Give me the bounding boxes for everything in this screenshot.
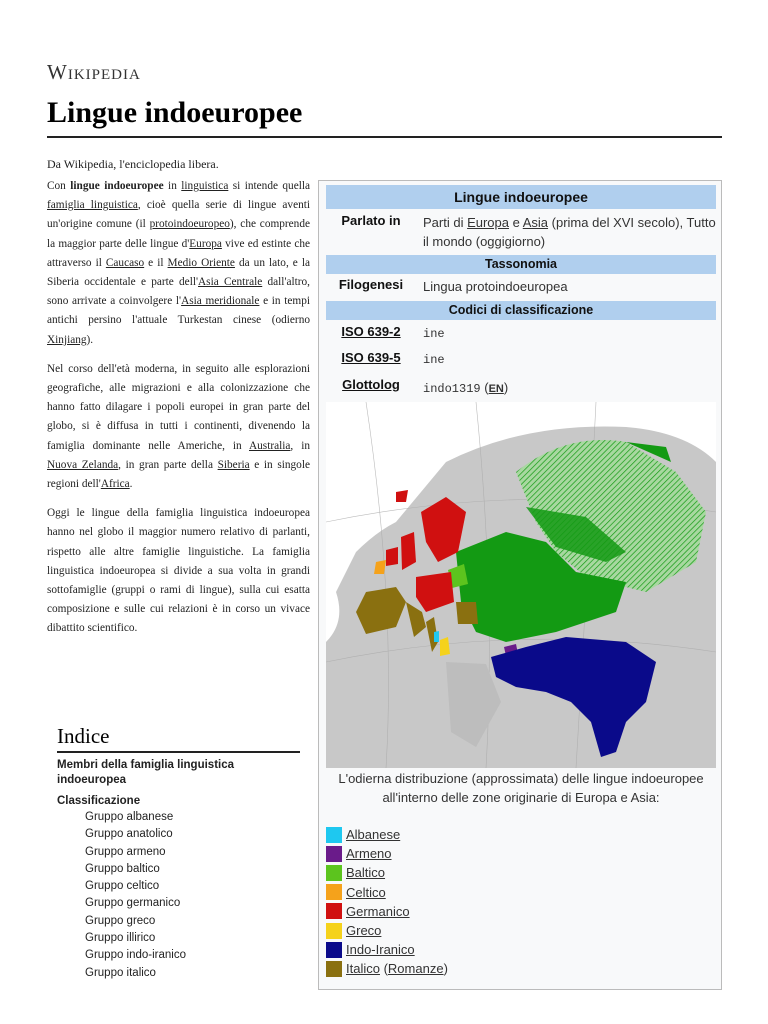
parlato-label: Parlato in [341,213,401,228]
toc-subitem[interactable]: Gruppo anatolico [85,828,173,841]
codici-header: Codici di classificazione [326,301,716,320]
text-run: Nel corso dell'età moderna, in seguito alle esplorazioni geografiche, alle migrazioni e alla colonizzazione che hanno fatto dilagare i popoli europei in gran parte del globo, si è diffusa in tutti i continenti, divenendo la famiglia dominante nelle Americhe, in [47,362,310,452]
article-link[interactable]: Asia meridionale [181,295,260,308]
iso5-label[interactable]: ISO 639-5 [341,350,401,365]
legend-swatch [326,903,342,919]
infobox-row-iso2 [326,324,716,344]
legend-item [326,825,448,844]
legend-swatch [326,846,342,862]
toc-item-classificazione[interactable]: Classificazione [57,795,141,807]
map-caption: L'odierna distribuzione (approssimata) delle lingue indoeuropee all'interno delle zone originarie di Europa e Asia: [338,771,704,805]
iso2-label[interactable]: ISO 639-2 [341,324,401,339]
legend-item [326,902,448,921]
toc-subitem[interactable]: Gruppo greco [85,914,156,927]
paragraph-3 [47,504,310,638]
wikipedia-logo[interactable]: Wikipedia [47,60,141,84]
article-link[interactable]: Europa [467,215,509,230]
bold-term: lingue indoeuropee [70,180,164,192]
legend-item [326,844,448,863]
text-run: in [163,180,182,192]
page-title: Lingue indoeuropee [47,96,303,129]
infobox-row-iso5 [326,350,716,370]
filogenesi-label: Filogenesi [338,277,404,292]
text-run: e il [144,256,168,269]
title-divider [47,136,722,138]
iso5-value: ine [423,353,445,367]
toc-title: Indice [57,724,110,748]
toc-subitem[interactable]: Gruppo italico [85,966,156,979]
text-run: (prima del XVI secolo), Tutto il mondo (oggigiorno) [423,215,716,249]
page-subtitle: Da Wikipedia, l'enciclopedia libera. [47,157,219,171]
legend-label[interactable]: Celtico [346,884,386,900]
legend-item [326,863,448,882]
text-run: Parti di [423,215,468,230]
text-run: ). [86,333,94,346]
legend-swatch [326,827,342,843]
legend-item [326,883,448,902]
text-run: , in [290,439,310,452]
glottolog-label[interactable]: Glottolog [342,377,400,392]
legend-item [326,921,448,940]
distribution-map[interactable] [326,402,716,768]
legend-item [326,940,448,959]
glottolog-code[interactable]: indo1319 [423,382,481,396]
article-link[interactable]: Africa [100,478,130,491]
article-link[interactable]: Medio Oriente [167,256,235,269]
article-link[interactable]: Australia [249,439,291,452]
legend-label[interactable]: Indo-Iranico [346,942,415,958]
map-legend [326,825,448,979]
toc-subitem[interactable]: Gruppo celtico [85,880,160,893]
infobox-row-glottolog [326,377,716,397]
text-run: vive ed estinte che attraverso il [47,237,311,269]
infobox-row-parlato [326,213,716,253]
text-run: e in singole regioni dell' [47,458,310,491]
toc-subitem[interactable]: Gruppo albanese [85,811,174,823]
text-run: . [129,478,133,491]
article-body [47,177,310,649]
infobox [318,180,722,990]
glottolog-value: indo1319 (EN) [423,380,509,396]
filogenesi-value[interactable]: Lingua protoindoeuropea [423,279,568,294]
legend-swatch [326,923,342,939]
text-run: e [509,215,523,230]
text-run: e in tempi antichi persino l'attuale Turkestan cinese (odierno [47,295,310,327]
article-link[interactable]: protoindoeuropeo [149,218,230,231]
toc-item-membri[interactable]: Membri della famiglia linguistica indoeuropea [57,759,235,786]
toc-subitem[interactable]: Gruppo indo-iranico [85,949,187,962]
legend-label[interactable]: Italico [346,961,380,977]
legend-swatch [326,942,342,958]
article-link[interactable]: Xinjiang [47,333,87,346]
paragraph-2 [47,360,310,494]
legend-extra-label[interactable]: Romanze [387,961,444,977]
text-run: ), che comprende la maggior parte delle lingue d' [47,218,310,250]
article-link[interactable]: Europa [189,237,222,250]
article-link[interactable]: Caucaso [105,256,145,269]
text-run: si intende quella [228,180,311,192]
text-run: dall'altro, sono arrivate a coinvolgere l' [47,276,311,308]
table-of-contents [57,758,297,982]
article-link[interactable]: Nuova Zelanda [47,458,119,471]
article-link[interactable]: Siberia [217,458,250,471]
parlato-value [423,213,719,251]
glottolog-lang[interactable]: EN [488,383,504,395]
legend-swatch [326,961,342,977]
paragraph-1 [47,177,310,350]
infobox-row-filogenesi [326,277,716,297]
legend-label[interactable]: Albanese [346,827,401,843]
article-link[interactable]: Asia [522,215,549,230]
iso2-value: ine [423,327,445,341]
legend-label[interactable]: Baltico [346,865,386,881]
toc-subitem[interactable]: Gruppo germanico [85,897,181,910]
text-run: Con [47,180,71,192]
legend-label[interactable]: Germanico [346,903,410,919]
toc-subitem[interactable]: Gruppo armeno [85,845,166,858]
toc-subitem[interactable]: Gruppo illirico [85,932,156,945]
toc-subitem[interactable]: Gruppo baltico [85,862,160,875]
legend-label[interactable]: Armeno [346,846,392,862]
legend-label[interactable]: Greco [346,923,382,939]
article-link[interactable]: famiglia linguistica [47,199,138,212]
map-svg [326,402,716,768]
text-run: da un lato, e la Siberia occidentale e parte dell' [47,256,310,289]
tassonomia-header: Tassonomia [326,255,716,274]
infobox-title: Lingue indoeuropee [326,185,716,209]
legend-swatch [326,865,342,881]
toc-divider [57,751,300,753]
text-run: , in gran parte della [118,458,218,471]
text-run: , cioè quella serie di lingue aventi un'origine comune (il [47,199,311,231]
legend-swatch [326,884,342,900]
text-run: Oggi le lingue della famiglia linguistica indoeuropea hanno nel globo il maggior numero relativo di parlanti, rispetto alle altre famiglie linguistiche. La famiglia linguistica indoeuropea si divide a sua volta in grandi sottofamiglie (gruppi o rami di lingue), sulla cui esatta composizione e sulle cui relazioni è in corso un vivace dibattito scientifico. [47,507,310,635]
article-link[interactable]: Asia Centrale [198,276,263,289]
article-link[interactable]: linguistica [181,180,229,192]
legend-item: Italico ( Romanze ) [326,959,448,978]
